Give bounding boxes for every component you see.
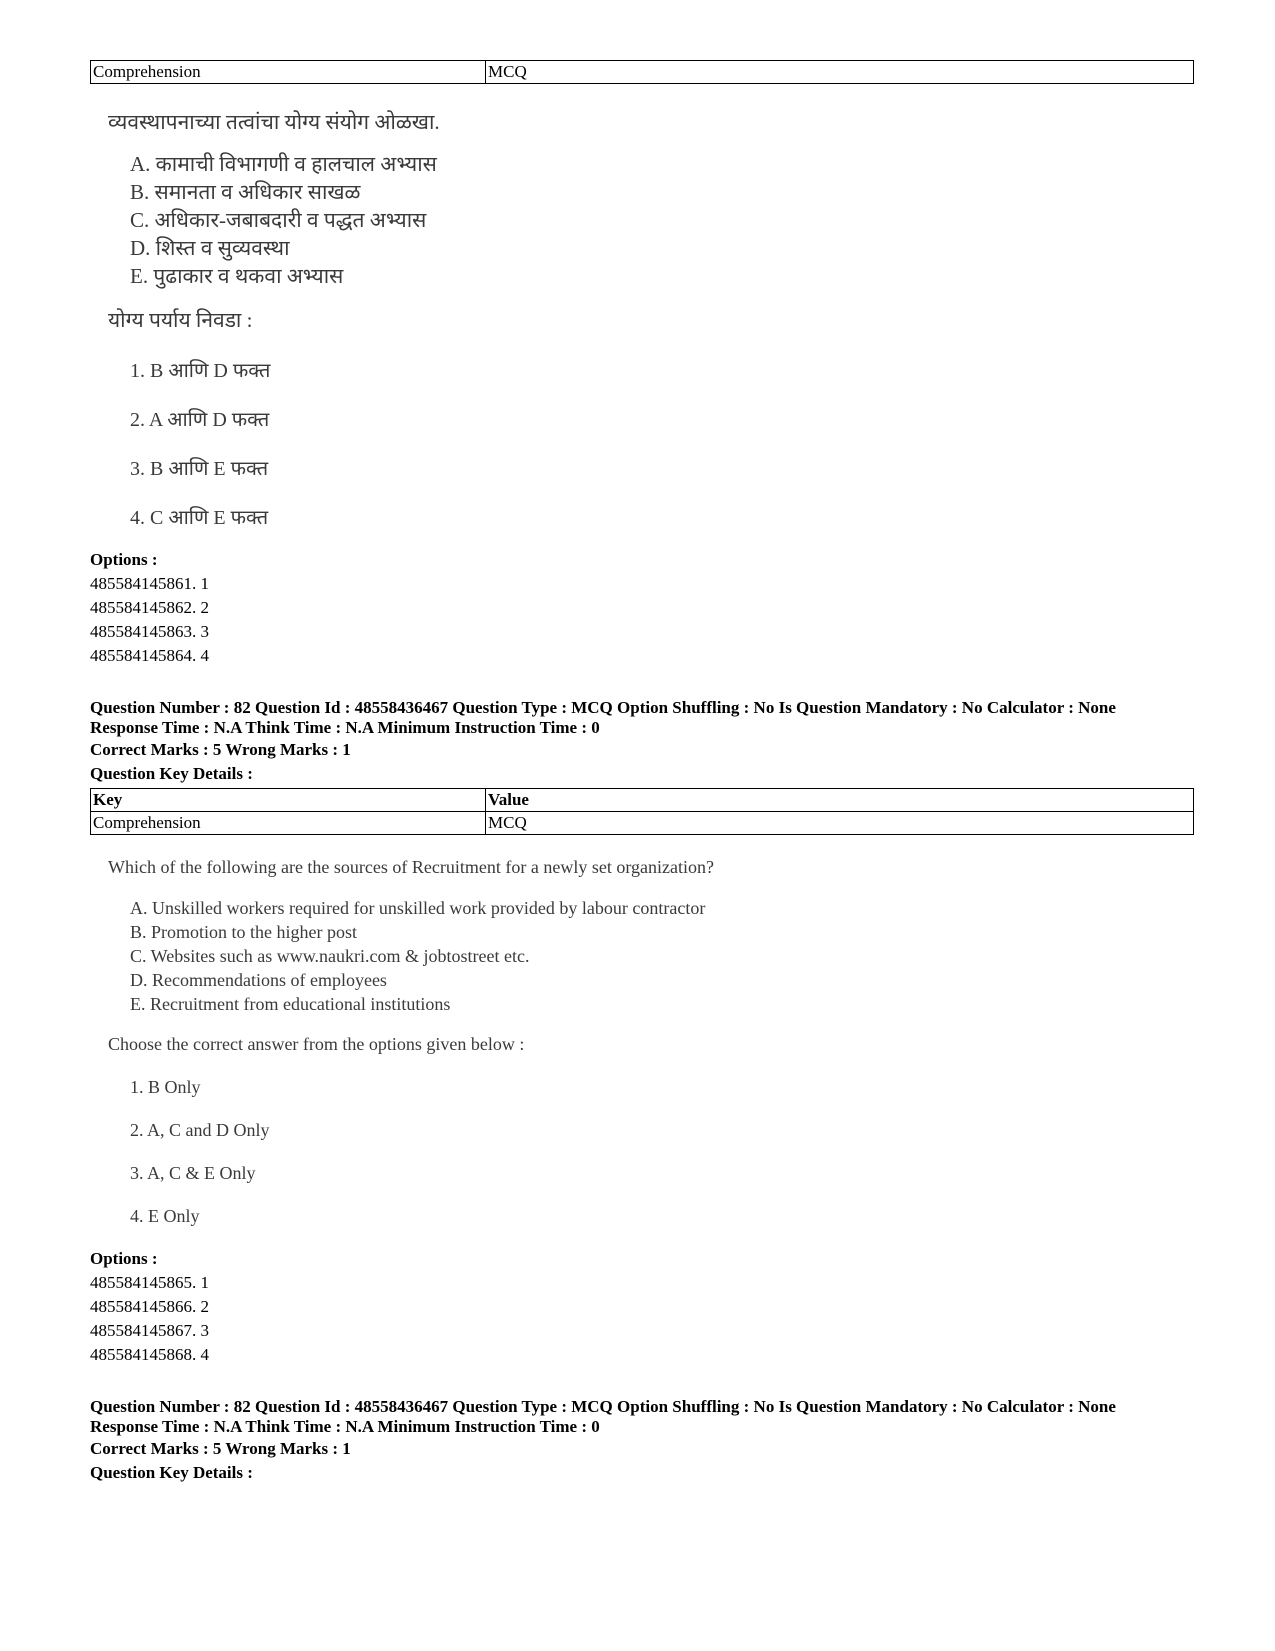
options-label: Options : [90,1249,158,1268]
question-2-image [108,857,1194,1227]
statement: C. Websites such as www.naukri.com & jobtostreet etc. [130,946,530,966]
table-header-row [91,789,1194,812]
option-item: 485584145864. 4 [90,646,209,665]
table-cell-value: MCQ [486,812,1194,835]
option-item: 485584145863. 3 [90,622,209,641]
table-cell-key: Comprehension [91,812,486,835]
choice: 4. E Only [130,1206,200,1226]
question-2-statements [108,896,1194,1016]
response-time-line: Response Time : N.A Think Time : N.A Minimum Instruction Time : 0 [90,1417,600,1436]
marks-line: Correct Marks : 5 Wrong Marks : 1 [90,740,351,759]
option-item: 485584145861. 1 [90,574,209,593]
table-row [91,61,1194,84]
statement: E. Recruitment from educational institutions [130,994,451,1014]
option-item: 485584145862. 2 [90,598,209,617]
table-row [91,812,1194,835]
statement: D. Recommendations of employees [130,970,387,990]
option-item: 485584145868. 4 [90,1345,209,1364]
statement: A. कामाची विभागणी व हालचाल अभ्यास [130,152,437,176]
statement: B. समानता व अधिकार साखळ [130,180,361,204]
table-header-value: Value [486,789,1194,812]
statement: E. पुढाकार व थकवा अभ्यास [130,264,344,288]
choice: 4. C आणि E फक्त [130,507,269,529]
statement: A. Unskilled workers required for unskilled work provided by labour contractor [130,898,706,918]
table-header-key: Key [91,789,486,812]
choice: 3. B आणि E फक्त [130,458,269,480]
question-2-meta [90,698,1194,786]
option-item: 485584145866. 2 [90,1297,209,1316]
key-details-label: Question Key Details : [90,764,253,783]
key-details-label: Question Key Details : [90,1463,253,1482]
question-meta-line: Question Number : 82 Question Id : 48558436467 Question Type : MCQ Option Shuffling : No Is Question Mandatory : No Calculator : None [90,698,1116,717]
top-key-table [90,60,1194,84]
statement: C. अधिकार-जबाबदारी व पद्धत अभ्यास [130,208,427,232]
question-meta-line: Question Number : 82 Question Id : 48558436467 Question Type : MCQ Option Shuffling : No Is Question Mandatory : No Calculator : None [90,1397,1116,1416]
question-1-options [90,548,1194,668]
question-2-options [90,1247,1194,1367]
choice: 1. B आणि D फक्त [130,360,271,382]
question-1-image [108,108,1194,530]
choice: 1. B Only [130,1077,201,1097]
marks-line: Correct Marks : 5 Wrong Marks : 1 [90,1439,351,1458]
question-1-statements [108,150,1194,290]
options-label: Options : [90,550,158,569]
question-2-choose: Choose the correct answer from the options given below : [108,1034,525,1054]
choice: 2. A, C and D Only [130,1120,270,1140]
table-cell-value: MCQ [486,61,1194,84]
statement: B. Promotion to the higher post [130,922,357,942]
option-item: 485584145867. 3 [90,1321,209,1340]
question-1-intro: व्यवस्थापनाच्या तत्वांचा योग्य संयोग ओळखा. [108,110,440,134]
question-2-intro: Which of the following are the sources of Recruitment for a newly set organization? [108,857,714,877]
table-cell-key: Comprehension [91,61,486,84]
option-item: 485584145865. 1 [90,1273,209,1292]
question-3-meta [90,1397,1194,1485]
question-2-key-table [90,788,1194,835]
question-1-choose: योग्य पर्याय निवडा : [108,308,253,332]
statement: D. शिस्त व सुव्यवस्था [130,236,290,260]
choice: 3. A, C & E Only [130,1163,256,1183]
response-time-line: Response Time : N.A Think Time : N.A Minimum Instruction Time : 0 [90,718,600,737]
choice: 2. A आणि D फक्त [130,409,270,431]
document-page [90,60,1194,1485]
